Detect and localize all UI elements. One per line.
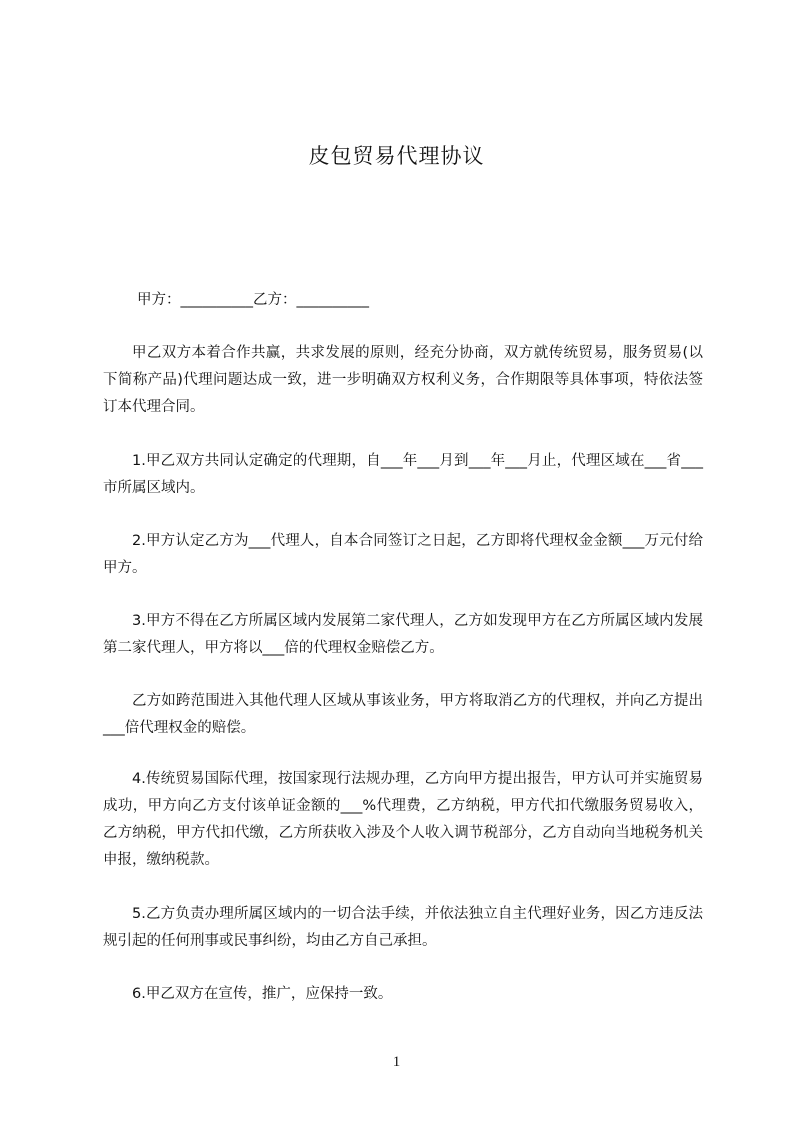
document-title: 皮包贸易代理协议 (308, 144, 485, 168)
paragraph-clause-4: 4.传统贸易国际代理，按国家现行法规办理，乙方向甲方提出报告，甲方认可并实施贸易成功，甲方向乙方支付该单证金额的___%代理费，乙方纳税，甲方代扣代缴服务贸易收入，乙方纳税，甲方代扣代缴，乙方所获收入涉及个人收入调节税部分，乙方自动向当地税务机关申报，缴纳税款。 (103, 771, 703, 868)
paragraph-clause-5: 5.乙方负责办理所属区域内的一切合法手续，并依法独立自主代理好业务，因乙方违反法规引起的任何刑事或民事纠纷，均由乙方自己承担。 (103, 906, 703, 949)
paragraph-clause-6: 6.甲乙双方在宣传，推广，应保持一致。 (132, 986, 393, 1002)
paragraph-clause-3: 3.甲方不得在乙方所属区域内发展第二家代理人，乙方如发现甲方在乙方所属区域内发展第二家代理人，甲方将以___倍的代理权金赔偿乙方。 (103, 613, 703, 656)
page-number: 1 (392, 1054, 401, 1070)
paragraph-clause-1: 1.甲乙双方共同认定确定的代理期，自___年___月到___年___月止，代理区域在___省___市所属区域内。 (103, 453, 703, 496)
paragraph-clause-3-continued: 乙方如跨范围进入其他代理人区域从事该业务，甲方将取消乙方的代理权，并向乙方提出___倍代理权金的赔偿。 (103, 693, 703, 736)
paragraph-intro: 甲乙双方本着合作共赢，共求发展的原则，经充分协商，双方就传统贸易，服务贸易(以下简称产品)代理问题达成一致，进一步明确双方权利义务，合作期限等具体事项，特依法签订本代理合同。 (103, 345, 703, 415)
paragraph-clause-2: 2.甲方认定乙方为___代理人，自本合同签订之日起，乙方即将代理权金金额___万元付给甲方。 (103, 533, 703, 576)
parties-line: 甲方：__________乙方：__________ (137, 292, 369, 308)
